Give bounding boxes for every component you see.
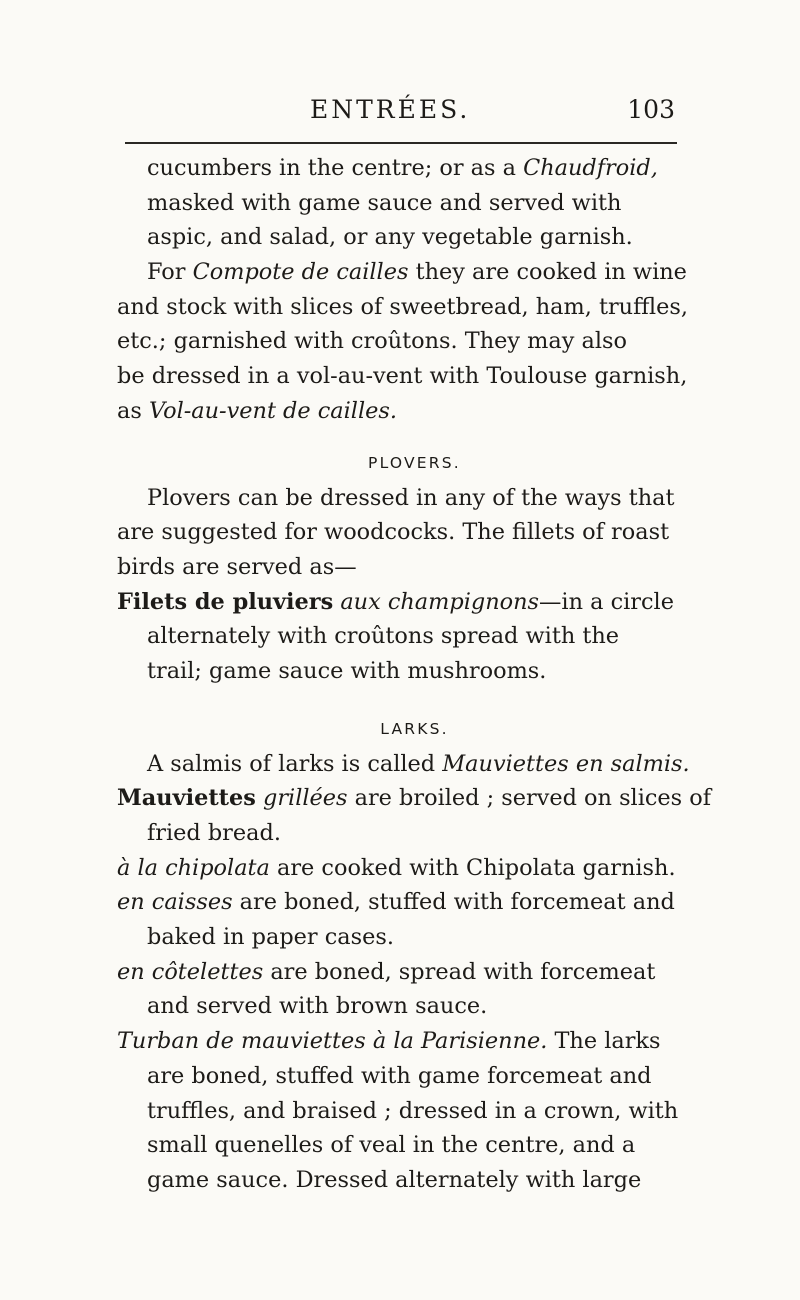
text-line: trail; game sauce with mushrooms. — [147, 657, 547, 684]
text-line — [117, 781, 712, 816]
running-title: ENTRÉES. — [310, 95, 471, 124]
text-run: as — [117, 397, 149, 424]
text-run: The larks — [547, 1028, 661, 1055]
text-line: masked with game sauce and served with — [147, 189, 622, 216]
text-run: are boned, stuffed with forcemeat and — [232, 889, 675, 916]
text-line — [117, 747, 690, 782]
text-line: and served with brown sauce. — [147, 993, 488, 1020]
text-line: truffles, and braised ; dressed in a crown, with — [147, 1097, 679, 1124]
italic-term: Turban de mauviettes à la Parisienne. — [117, 1028, 548, 1055]
text-run — [256, 785, 263, 811]
text-line — [117, 885, 682, 920]
italic-term: en côtelettes — [117, 958, 264, 985]
text-line: aspic, and salad, or any vegetable garnish. — [147, 224, 633, 251]
italic-term: Compote de cailles — [192, 259, 409, 286]
italic-term: en caisses — [117, 889, 233, 916]
text-line: birds are served as— — [117, 553, 357, 580]
text-run: are cooked with Chipolata garnish. — [269, 854, 676, 881]
italic-term: Chaudfroid, — [523, 155, 658, 181]
section-heading-larks: LARKS. — [380, 719, 449, 738]
text-line: alternately with croûtons spread with the — [147, 623, 620, 650]
text-line: baked in paper cases. — [147, 924, 394, 951]
text-line: fried bread. — [147, 820, 281, 846]
text-line — [117, 394, 682, 429]
header-rule — [125, 142, 677, 144]
text-line — [117, 955, 682, 990]
text-run: cucumbers in the centre; or as a — [147, 155, 524, 181]
bold-term: Filets de pluviers — [117, 588, 334, 615]
text-line — [117, 255, 687, 290]
text-run: are boned, spread with forcemeat — [263, 958, 656, 985]
italic-term: aux champignons — [340, 588, 540, 615]
page-header — [130, 95, 675, 135]
text-line — [117, 851, 682, 886]
bold-term: Mauviettes — [117, 785, 256, 812]
text-line — [117, 1024, 682, 1059]
text-line: Plovers can be dressed in any of the ways that — [147, 484, 675, 511]
italic-term: Mauviettes en salmis. — [442, 750, 690, 777]
page-number: 103 — [627, 95, 675, 124]
text-line: and stock with slices of sweetbread, ham, truffles, — [117, 293, 689, 320]
text-run: they are cooked in wine — [408, 259, 687, 286]
text-line: are suggested for woodcocks. The fillets of roast — [117, 519, 670, 546]
page-body — [117, 151, 712, 1198]
text-line — [117, 585, 682, 620]
text-run: —in a circle — [539, 588, 674, 615]
text-run: A salmis of larks is called — [147, 750, 443, 777]
text-line: etc.; garnished with croûtons. They may also — [117, 328, 627, 355]
italic-term: Vol-au-vent de cailles. — [148, 397, 397, 424]
text-line: small quenelles of veal in the centre, and a — [147, 1132, 636, 1159]
text-line: be dressed in a vol-au-vent with Toulouse garnish, — [117, 363, 688, 390]
italic-term: à la chipolata — [117, 854, 270, 881]
italic-term: grillées — [263, 785, 348, 812]
text-line — [117, 151, 682, 186]
text-run: For — [147, 259, 193, 286]
text-run: are broiled ; served on slices of — [347, 785, 712, 812]
section-heading-plovers: PLOVERS. — [368, 453, 461, 472]
text-line: are boned, stuffed with game forcemeat and — [147, 1062, 652, 1089]
text-line: game sauce. Dressed alternately with large — [147, 1166, 642, 1193]
